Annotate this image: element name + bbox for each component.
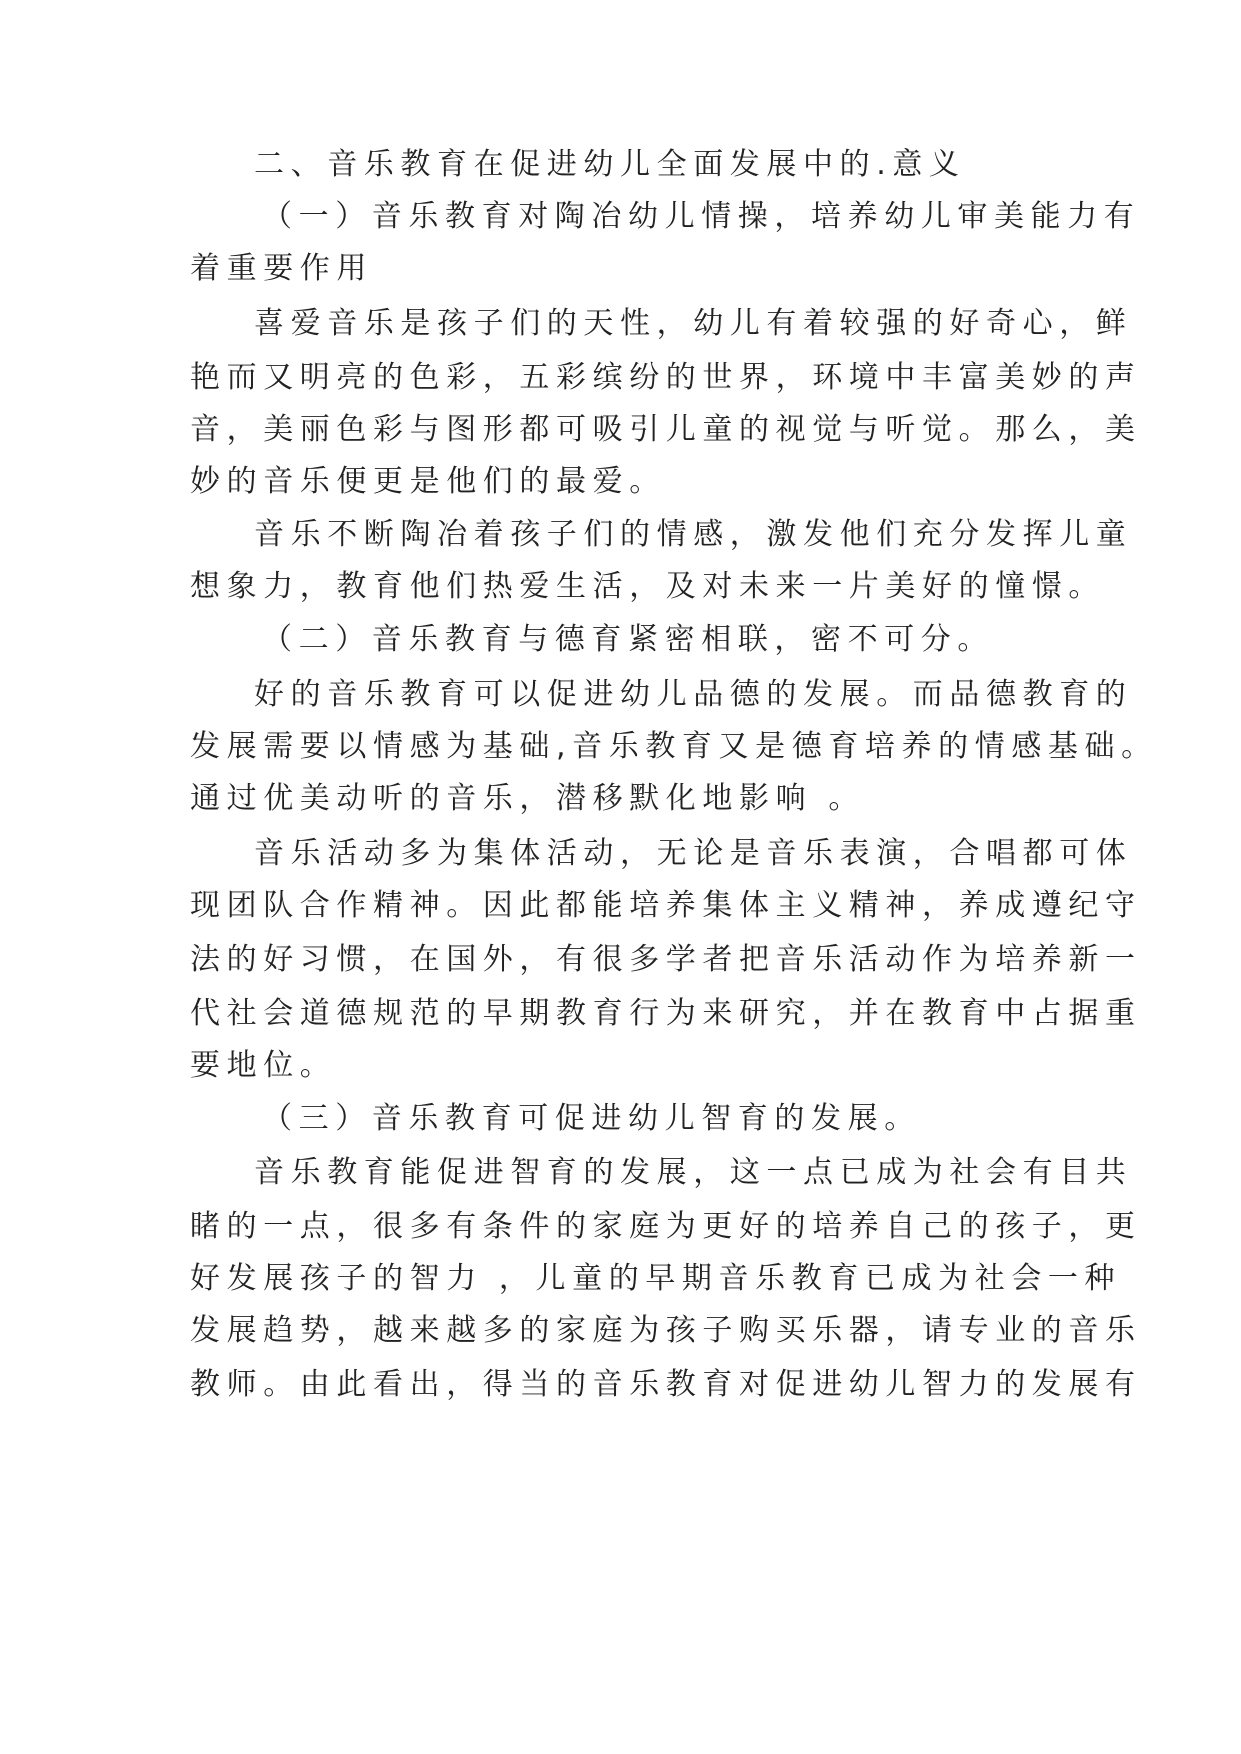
- paragraph-5-line-2: 睹的一点，很多有条件的家庭为更好的培养自己的孩子，更: [190, 1209, 1142, 1244]
- paragraph-2-line-1: 音乐不断陶冶着孩子们的情感，激发他们充分发挥儿童: [254, 517, 1133, 552]
- paragraph-3-line-3: 通过优美动听的音乐，潜移默化地影响 。: [190, 781, 865, 816]
- paragraph-1-line-4: 妙的音乐便更是他们的最爱。: [190, 464, 666, 499]
- paragraph-2-line-2: 想象力，教育他们热爱生活，及对未来一片美好的憧憬。: [190, 569, 1105, 604]
- paragraph-4-line-1: 音乐活动多为集体活动，无论是音乐表演，合唱都可体: [254, 836, 1133, 871]
- paragraph-4-line-4: 代社会道德规范的早期教育行为来研究，并在教育中占据重: [190, 996, 1142, 1031]
- paragraph-5-line-4: 发展趋势，越来越多的家庭为孩子购买乐器，请专业的音乐: [190, 1313, 1142, 1348]
- subsection-title-1-line-2: 着重要作用: [190, 251, 373, 286]
- paragraph-4-line-3: 法的好习惯，在国外，有很多学者把音乐活动作为培养新一: [190, 942, 1142, 977]
- paragraph-3-line-2: 发展需要以情感为基础,音乐教育又是德育培养的情感基础。: [190, 729, 1158, 764]
- paragraph-4-line-5: 要地位。: [190, 1048, 337, 1083]
- paragraph-1-line-3: 音，美丽色彩与图形都可吸引儿童的视觉与听觉。那么，美: [190, 412, 1142, 447]
- paragraph-1-line-1: 喜爱音乐是孩子们的天性，幼儿有着较强的好奇心，鲜: [254, 306, 1133, 341]
- paragraph-3-line-1: 好的音乐教育可以促进幼儿品德的发展。而品德教育的: [254, 677, 1133, 712]
- section-heading: 二、音乐教育在促进幼儿全面发展中的.意义: [254, 147, 966, 182]
- subsection-title-3: （三）音乐教育可促进幼儿智育的发展。: [262, 1101, 921, 1136]
- paragraph-5-line-3: 好发展孩子的智力 ，儿童的早期音乐教育已成为社会一种: [190, 1261, 1122, 1296]
- paragraph-5-line-1: 音乐教育能促进智育的发展，这一点已成为社会有目共: [254, 1155, 1133, 1190]
- paragraph-4-line-2: 现团队合作精神。因此都能培养集体主义精神，养成遵纪守: [190, 888, 1142, 923]
- subsection-title-1-line-1: （一）音乐教育对陶冶幼儿情操，培养幼儿审美能力有: [262, 199, 1141, 234]
- paragraph-1-line-2: 艳而又明亮的色彩，五彩缤纷的世界，环境中丰富美妙的声: [190, 360, 1142, 395]
- paragraph-5-line-5: 教师。由此看出，得当的音乐教育对促进幼儿智力的发展有: [190, 1367, 1142, 1402]
- subsection-title-2: （二）音乐教育与德育紧密相联，密不可分。: [262, 622, 994, 657]
